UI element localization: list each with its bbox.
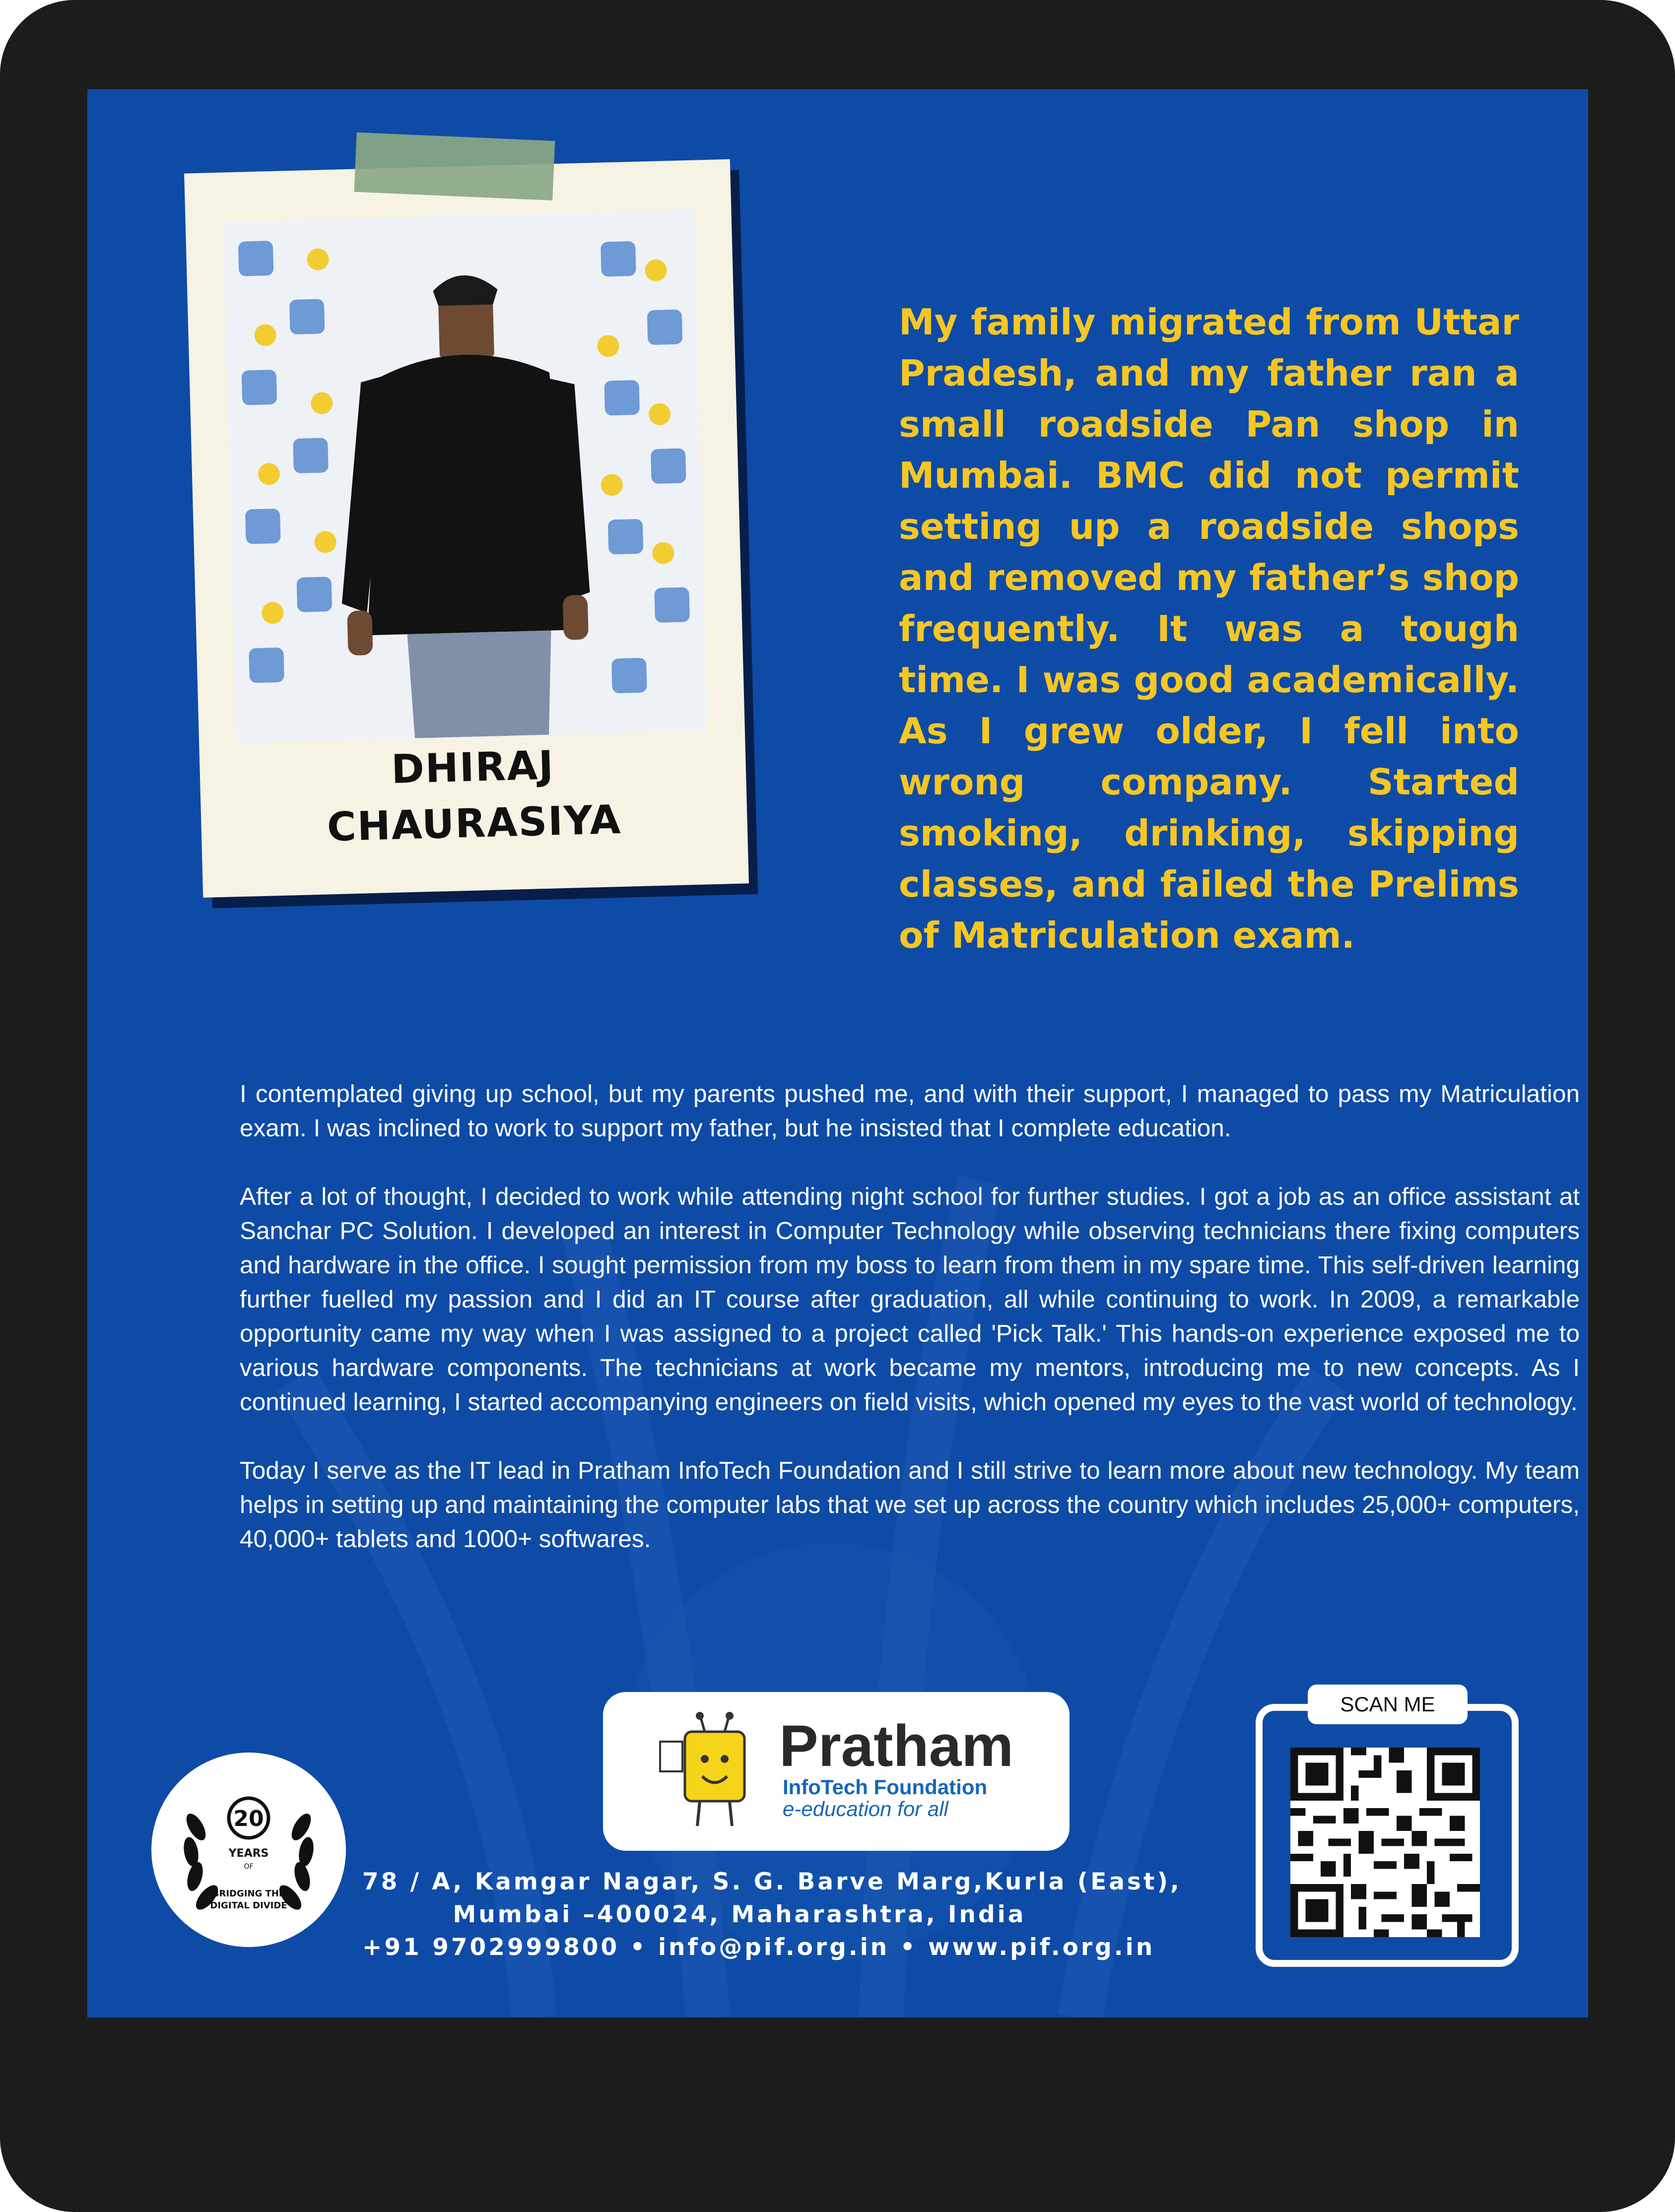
story-text bbox=[240, 1077, 1580, 1590]
badge-line1: BRIDGING THE bbox=[212, 1888, 285, 1899]
person-last-name: CHAURASIYA bbox=[326, 796, 622, 850]
badge-years: YEARS bbox=[228, 1847, 269, 1860]
badge-number: 20 bbox=[233, 1806, 264, 1831]
contact-address bbox=[362, 1866, 1182, 1964]
badge-line2: DIGITAL DIVIDE bbox=[210, 1900, 287, 1911]
story-paragraph: After a lot of thought, I decided to work while attending night school for further studies. I got a job as an office assistant at Sanchar PC Solution. I developed an interest in Computer Technology while observing technicians there fixing computers and hardware in the office. I sought permission from my boss to learn from them in my spare time. This self-driven learning further fuelled my passion and I did an IT course after graduation, all while continuing to work. In 2009, a remarkable opportunity came my way when I was assigned to a project called 'Pick Talk.' This hands-on experience exposed me to various hardware components. The technicians at work became my mentors, introducing me to new concepts. As I continued learning, I started accompanying engineers on field visits, which opened my eyes to the vast world of technology. bbox=[240, 1183, 1580, 1416]
story-paragraph: I contemplated giving up school, but my parents pushed me, and with their support, I managed to pass my Matriculation exam. I was inclined to work to support my father, but he insisted that I complete education. bbox=[240, 1080, 1580, 1142]
address-line: 78 / A, Kamgar Nagar, S. G. Barve Marg,Kurla (East), bbox=[362, 1868, 1182, 1895]
pratham-logo bbox=[603, 1692, 1070, 1851]
anniversary-badge bbox=[151, 1753, 346, 1947]
person-first-name: DHIRAJ bbox=[391, 742, 555, 793]
profile-photo bbox=[223, 210, 708, 743]
address-line: Mumbai –400024, Maharashtra, India bbox=[453, 1901, 1026, 1928]
logo-tagline: e-education for all bbox=[783, 1797, 948, 1821]
badge-of: OF bbox=[244, 1863, 254, 1871]
scan-me-label: SCAN ME bbox=[1308, 1685, 1468, 1724]
polaroid-card bbox=[184, 159, 749, 898]
contact-line: +91 9702999800 • info@pif.org.in • www.pif.org.in bbox=[362, 1934, 1155, 1961]
tape-strip bbox=[354, 132, 555, 200]
story-paragraph: Today I serve as the IT lead in Pratham InfoTech Foundation and I still strive to learn more about new technology. My team helps in setting up and maintaining the computer labs that we set up across the country which includes 25,000+ computers, 40,000+ tablets and 1000+ softwares. bbox=[240, 1457, 1580, 1553]
mascot-icon bbox=[655, 1712, 769, 1831]
highlight-quote: My family migrated from Uttar Pradesh, and my father ran a small roadside Pan shop in Mumbai. BMC did not permit setting up a roadside shops and removed my father’s shop frequently. It was a tough time. I was good academically. As I grew older, I fell into wrong company. Started smoking, drinking, skipping classes, and failed the Prelims of Matriculation exam. bbox=[899, 301, 1519, 956]
qr-code[interactable] bbox=[1290, 1748, 1480, 1937]
logo-subtitle: InfoTech Foundation bbox=[783, 1775, 988, 1799]
logo-title: Pratham bbox=[779, 1713, 1014, 1779]
